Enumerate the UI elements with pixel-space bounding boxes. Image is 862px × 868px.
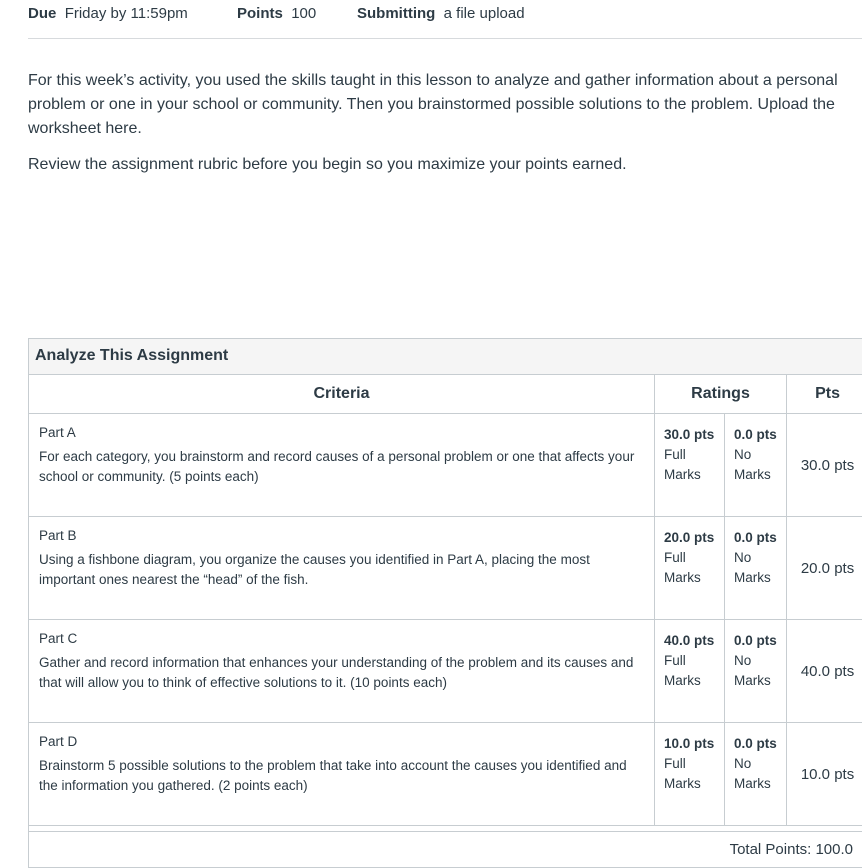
rating-label: No [734, 445, 786, 465]
description-paragraph: Review the assignment rubric before you begin so you maximize your points earned. [28, 153, 848, 177]
rating-label: Marks [734, 568, 786, 588]
rating-label: No [734, 754, 786, 774]
pts-header: Pts [787, 375, 862, 414]
assignment-details [28, 0, 862, 39]
rating-points: 10.0 pts [664, 734, 724, 754]
rating-no-marks [725, 620, 787, 723]
criterion-points: 30.0 pts [787, 414, 862, 517]
criterion-description: Brainstorm 5 possible solutions to the problem that take into account the causes you identified and the information you gathered. (2 points each) [39, 756, 644, 796]
criterion-part: Part B [39, 526, 644, 546]
criterion-cell [29, 414, 655, 517]
rating-full-marks [655, 414, 725, 517]
points-label: Points [237, 5, 283, 22]
criteria-header: Criteria [29, 375, 655, 414]
criterion-part: Part C [39, 629, 644, 649]
rating-points: 0.0 pts [734, 734, 786, 754]
points-detail [237, 0, 316, 28]
rating-no-marks [725, 517, 787, 620]
criterion-cell [29, 620, 655, 723]
rating-label: No [734, 548, 786, 568]
rating-label: Marks [664, 774, 724, 794]
criterion-part: Part A [39, 423, 644, 443]
rating-label: Full [664, 754, 724, 774]
criterion-description: Gather and record information that enhances your understanding of the problem and its causes and that will allow you to think of effective solutions to it. (10 points each) [39, 653, 644, 693]
rating-label: Marks [664, 568, 724, 588]
rating-no-marks [725, 414, 787, 517]
points-value: 100 [291, 5, 316, 22]
rubric-row [29, 723, 862, 826]
due-label: Due [28, 5, 56, 22]
rubric-row [29, 414, 862, 517]
rating-points: 20.0 pts [664, 528, 724, 548]
due-detail [28, 0, 188, 28]
rating-label: Full [664, 651, 724, 671]
assignment-description [28, 69, 848, 189]
rating-no-marks [725, 723, 787, 826]
total-points: Total Points: 100.0 [29, 831, 862, 867]
criterion-points: 10.0 pts [787, 723, 862, 826]
rating-label: Marks [734, 671, 786, 691]
rating-points: 0.0 pts [734, 528, 786, 548]
rubric-row [29, 620, 862, 723]
submitting-value: a file upload [444, 5, 525, 22]
rubric-table [28, 374, 862, 826]
submitting-label: Submitting [357, 5, 435, 22]
criterion-cell [29, 517, 655, 620]
rating-points: 0.0 pts [734, 631, 786, 651]
submitting-detail [357, 0, 525, 28]
rating-points: 40.0 pts [664, 631, 724, 651]
rating-points: 30.0 pts [664, 425, 724, 445]
rating-label: Full [664, 548, 724, 568]
description-paragraph: For this week’s activity, you used the skills taught in this lesson to analyze and gather information about a personal problem or one in your school or community. Then you brainstormed possible solutions to the problem. Upload the worksheet here. [28, 69, 848, 141]
rating-label: Marks [664, 465, 724, 485]
rating-full-marks [655, 517, 725, 620]
rubric-title: Analyze This Assignment [29, 339, 862, 375]
ratings-header: Ratings [655, 375, 787, 414]
criterion-part: Part D [39, 732, 644, 752]
rating-label: Marks [734, 465, 786, 485]
rating-label: Full [664, 445, 724, 465]
rating-full-marks [655, 723, 725, 826]
criterion-points: 40.0 pts [787, 620, 862, 723]
rating-full-marks [655, 620, 725, 723]
rubric-row [29, 517, 862, 620]
rubric [28, 338, 862, 868]
rating-label: Marks [664, 671, 724, 691]
rating-points: 0.0 pts [734, 425, 786, 445]
criterion-description: For each category, you brainstorm and record causes of a personal problem or one that affects your school or community. (5 points each) [39, 447, 644, 487]
criterion-points: 20.0 pts [787, 517, 862, 620]
due-value: Friday by 11:59pm [65, 5, 188, 22]
criterion-description: Using a fishbone diagram, you organize the causes you identified in Part A, placing the most important ones nearest the “head” of the fish. [39, 550, 644, 590]
criterion-cell [29, 723, 655, 826]
rating-label: Marks [734, 774, 786, 794]
rating-label: No [734, 651, 786, 671]
